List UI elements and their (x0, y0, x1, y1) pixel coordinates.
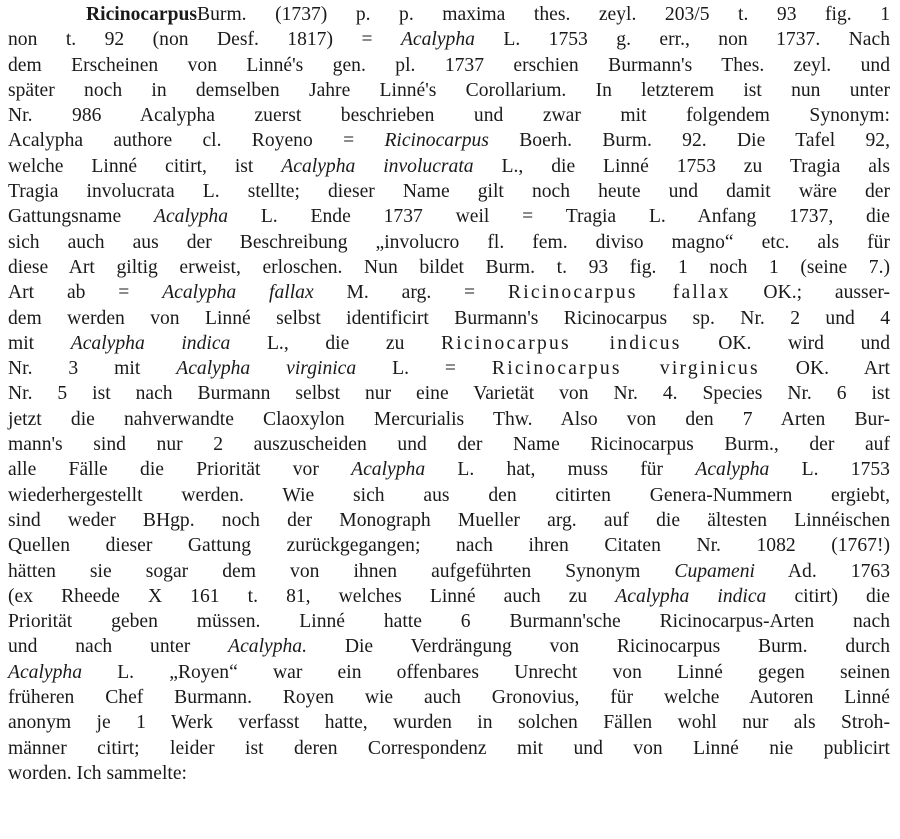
text-run: hätten sie sogar dem von ihnen aufgeführten Synonym (8, 560, 675, 582)
text-line (8, 407, 890, 432)
text-run: alle Fälle die Priorität vor (8, 459, 352, 481)
text-line (8, 78, 890, 103)
text-run: L., die zu (230, 332, 442, 354)
text-line (8, 179, 890, 204)
text-run: Gattungsname (8, 206, 155, 228)
paragraph-ricinocarpus (8, 2, 890, 786)
text-run: Art ab = (8, 282, 163, 304)
text-line (8, 736, 890, 761)
text-line (8, 103, 890, 128)
text-run: OK.; ausser- (730, 282, 891, 304)
text-run: Quellen dieser Gattung zurückgegangen; nach ihren Citaten Nr. 1082 (1767!) (8, 535, 890, 557)
text-line (8, 27, 890, 52)
text-line (8, 255, 890, 280)
text-run: dem Erscheinen von Linné's gen. pl. 1737 erschien Burmann's Thes. zeyl. und (8, 54, 890, 76)
text-run: jetzt die nahverwandte Claoxylon Mercurialis Thw. Also von den 7 Arten Bur- (8, 408, 890, 430)
text-run: worden. Ich sammelte: (8, 762, 188, 784)
text-run: mann's sind nur 2 auszuscheiden und der Name Ricinocarpus Burm., der auf (8, 434, 890, 456)
text-line (8, 204, 890, 229)
italic-taxon: Acalypha fallax (162, 282, 314, 304)
text-run: L. = (356, 358, 492, 380)
italic-taxon: Ricinocarpus (384, 130, 489, 152)
text-run: Priorität geben müssen. Linné hatte 6 Burmann'sche Ricinocarpus-Arten nach (8, 611, 890, 633)
text-run: L. hat, muss für (425, 459, 696, 481)
text-line (8, 154, 890, 179)
text-run: Ad. 1763 (754, 560, 890, 582)
text-run: Nr. 986 Acalypha zuerst beschrieben und zwar mit folgendem Synonym: (8, 105, 890, 127)
text-run: non t. 92 (non Desf. 1817) = (8, 29, 401, 51)
text-run: Die Verdrängung von Ricinocarpus Burm. durch (307, 636, 890, 658)
text-line (8, 660, 890, 685)
text-line (8, 685, 890, 710)
text-run: später noch in demselben Jahre Linné's Corollarium. In letzterem ist nun unter (8, 79, 890, 101)
text-line (8, 634, 890, 659)
text-run: L., die Linné 1753 zu Tragia als (473, 155, 891, 177)
text-run: welche Linné citirt, ist (8, 155, 282, 177)
text-line (8, 584, 890, 609)
text-run: L. 1753 g. err., non 1737. Nach (474, 29, 890, 51)
text-run: dem werden von Linné selbst identificirt Burmann's Ricinocarpus sp. Nr. 2 und 4 (8, 307, 890, 329)
spaced-taxon: Ricinocarpus fallax (507, 282, 731, 304)
italic-taxon: Acalypha indica (70, 332, 231, 354)
text-run: und nach unter (8, 636, 229, 658)
text-run: Acalypha authore cl. Royeno = (8, 130, 385, 152)
document-page (8, 2, 890, 786)
italic-taxon: Acalypha (400, 29, 475, 51)
text-line (8, 432, 890, 457)
text-line (8, 230, 890, 255)
text-run: Nr. 3 mit (8, 358, 177, 380)
text-line (8, 306, 890, 331)
text-run: OK. wird und (681, 332, 890, 354)
text-run: L. „Royen“ war ein offenbares Unrecht von Linné gegen seinen (82, 661, 890, 683)
text-run: citirt) die (766, 585, 890, 607)
text-line (8, 761, 890, 786)
text-line (8, 609, 890, 634)
text-line (8, 533, 890, 558)
text-line (8, 508, 890, 533)
text-run: Boerh. Burm. 92. Die Tafel 92, (488, 130, 890, 152)
italic-taxon: Acalypha indica (615, 585, 767, 607)
italic-taxon: Acalypha. (228, 636, 308, 658)
text-line (8, 280, 890, 305)
text-run: M. arg. = (313, 282, 508, 304)
spaced-taxon: Ricinocarpus indicus (441, 332, 682, 354)
italic-taxon: Acalypha (8, 661, 82, 683)
text-run: mit (8, 332, 71, 354)
text-run: L. Ende 1737 weil = Tragia L. Anfang 1737, die (228, 206, 890, 228)
text-run: L. 1753 (769, 459, 890, 481)
italic-taxon: Acalypha virginica (176, 358, 357, 380)
text-line (8, 457, 890, 482)
text-line (8, 356, 890, 381)
text-run: (ex Rheede X 161 t. 81, welches Linné auch zu (8, 585, 616, 607)
text-run: wiederhergestellt werden. Wie sich aus den citirten Genera-Nummern ergiebt, (8, 484, 890, 506)
text-line (8, 331, 890, 356)
text-line (8, 710, 890, 735)
spaced-taxon: Ricinocarpus virginicus (491, 358, 760, 380)
genus-heading: Ricinocarpus (86, 4, 198, 25)
text-line (8, 128, 890, 153)
text-line (8, 559, 890, 584)
text-run: männer citirt; leider ist deren Correspondenz mit und von Linné nie publicirt (8, 737, 890, 759)
text-line (8, 2, 890, 27)
italic-taxon: Cupameni (674, 560, 755, 582)
text-run: sind weder BHgp. noch der Monograph Mueller arg. auf die ältesten Linnéischen (8, 509, 890, 531)
text-run: anonym je 1 Werk verfasst hatte, wurden in solchen Fällen wohl nur als Stroh- (8, 712, 890, 734)
text-run: sich auch aus der Beschreibung „involucro fl. fem. diviso magno“ etc. als für (8, 231, 890, 253)
italic-taxon: Acalypha involucrata (281, 155, 474, 177)
text-run: früheren Chef Burmann. Royen wie auch Gronovius, für welche Autoren Linné (8, 687, 890, 709)
text-run: Nr. 5 ist nach Burmann selbst nur eine Varietät von Nr. 4. Species Nr. 6 ist (8, 383, 890, 405)
text-run: diese Art giltig erweist, erloschen. Nun bildet Burm. t. 93 fig. 1 noch 1 (seine 7.) (8, 256, 890, 278)
italic-taxon: Acalypha (154, 206, 229, 228)
italic-taxon: Acalypha (351, 459, 426, 481)
italic-taxon: Acalypha (695, 459, 770, 481)
text-run: Tragia involucrata L. stellte; dieser Name gilt noch heute und damit wäre der (8, 181, 890, 203)
text-line (8, 381, 890, 406)
text-run: OK. Art (759, 358, 890, 380)
text-line (8, 53, 890, 78)
text-line (8, 483, 890, 508)
text-run: Burm. (1737) p. p. maxima thes. zeyl. 203/5 t. 93 fig. 1 (197, 4, 890, 25)
